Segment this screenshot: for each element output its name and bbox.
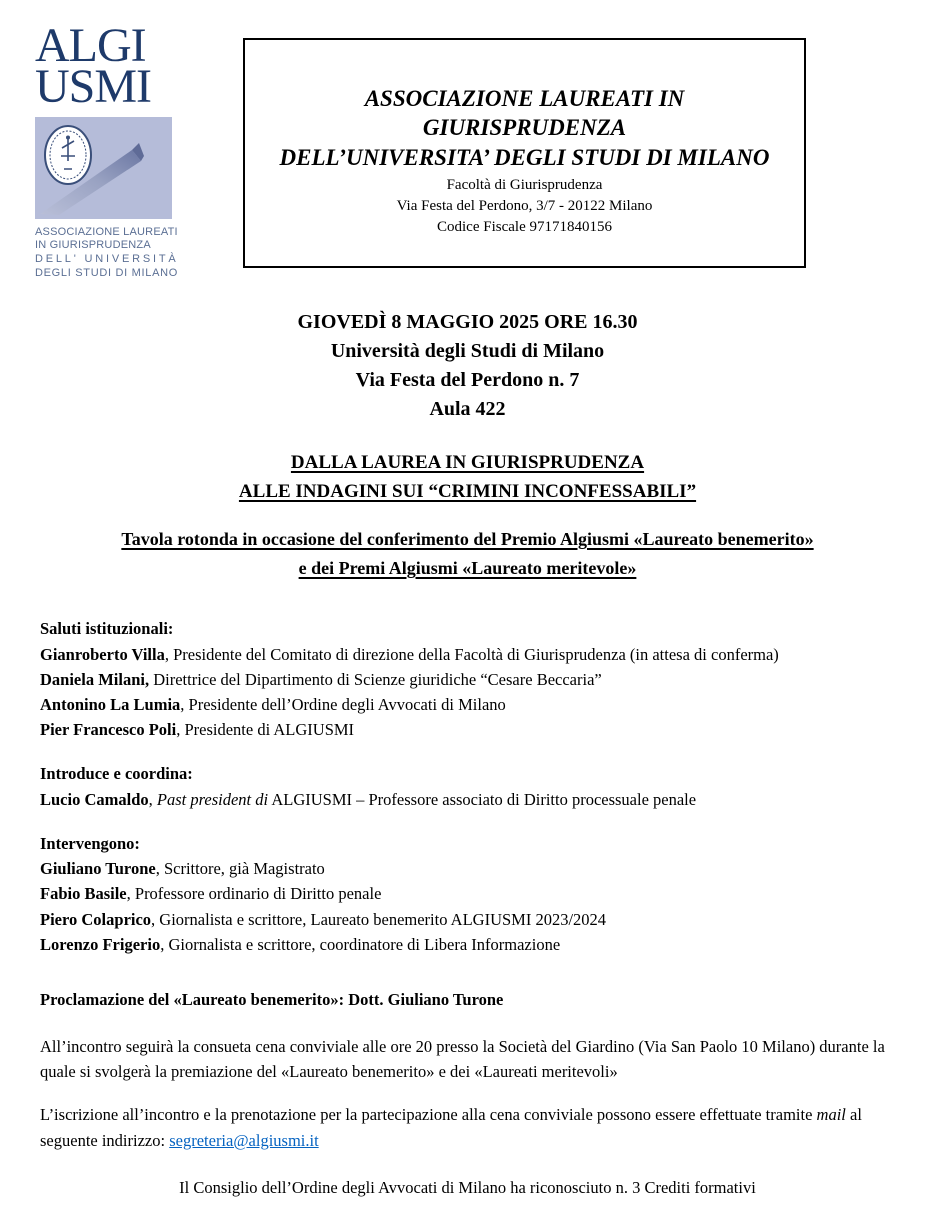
document-body xyxy=(40,270,895,1198)
speaker-name: Daniela Milani, xyxy=(40,669,150,689)
algiusmi-logo xyxy=(35,19,179,281)
registration-paragraph xyxy=(40,1102,895,1153)
section-saluti xyxy=(40,616,895,742)
event-title-line: ALLE INDAGINI SUI “CRIMINI INCONFESSABILI” xyxy=(238,480,697,502)
fiscal-code-line: Codice Fiscale 97171840156 xyxy=(437,218,612,235)
logo-wordmark-line1: ALGI xyxy=(35,19,146,72)
address-line: Via Festa del Perdono, 3/7 - 20122 Milano xyxy=(396,198,653,214)
event-subtitle-line: Tavola rotonda in occasione del conferimento del Premio Algiusmi «Laureato benemerito» xyxy=(121,529,814,549)
speaker-role: , Presidente del Comitato di direzione della Facoltà di Giurisprudenza (in attesa di conferma) xyxy=(164,644,779,664)
university-seal-icon xyxy=(45,126,91,184)
saluti-heading: Saluti istituzionali: xyxy=(40,619,174,639)
event-location-line: Via Festa del Perdono n. 7 xyxy=(355,369,580,391)
speaker-role: , Professore ordinario di Diritto penale xyxy=(126,884,382,904)
introduce-heading: Introduce e coordina: xyxy=(40,764,193,784)
speaker-line xyxy=(40,932,895,957)
speaker-name: Pier Francesco Poli xyxy=(40,720,177,740)
proclamazione-line: Proclamazione del «Laureato benemerito»: Dott. Giuliano Turone xyxy=(40,990,504,1010)
section-introduce xyxy=(40,761,895,811)
speaker-name: Gianroberto Villa xyxy=(40,644,165,664)
association-title xyxy=(245,84,804,172)
credits-line: Il Consiglio dell’Ordine degli Avvocati di Milano ha riconosciuto n. 3 Crediti formativi xyxy=(179,1178,756,1198)
association-title-line: ASSOCIAZIONE LAUREATI IN xyxy=(364,86,685,111)
event-location-line: Università degli Studi di Milano xyxy=(330,340,605,362)
logo-wordmark-line2: USMI xyxy=(35,59,152,113)
speaker-role: , Scrittore, già Magistrato xyxy=(155,859,325,879)
event-subtitle-line: e dei Premi Algiusmi «Laureato meritevole» xyxy=(298,558,637,579)
event-room-line: Aula 422 xyxy=(429,398,506,420)
association-details xyxy=(245,175,804,237)
logo-caption-line: DEGLI STUDI DI MILANO xyxy=(35,266,179,279)
event-datetime: GIOVEDÌ 8 MAGGIO 2025 ORE 16.30 xyxy=(297,311,638,333)
speaker-name: Piero Colaprico xyxy=(40,909,152,929)
moderator-role: ALGIUSMI – Professore associato di Diritto processuale penale xyxy=(268,789,697,809)
email-link[interactable]: segreteria@algiusmi.it xyxy=(169,1130,319,1150)
registration-text: L’iscrizione all’incontro e la prenotazione per la partecipazione alla cena conviviale possono essere effettuate tramite xyxy=(40,1105,817,1124)
speaker-name: Giuliano Turone xyxy=(40,859,156,879)
moderator-sep: , xyxy=(148,789,157,809)
event-title xyxy=(40,449,895,506)
speaker-line xyxy=(40,907,895,932)
dinner-paragraph: All’incontro seguirà la consueta cena conviviale alle ore 20 presso la Società del Giardino (Via San Paolo 10 Milano) durante la quale si svolgerà la premiazione del «Laureato benemerito» e dei «Laureati meritevoli» xyxy=(40,1036,885,1082)
event-datetime-location xyxy=(40,308,895,424)
speaker-line xyxy=(40,856,895,881)
speaker-role: , Giornalista e scrittore, coordinatore di Libera Informazione xyxy=(160,934,561,954)
registration-mail-word: mail xyxy=(816,1105,846,1124)
logo-emblem xyxy=(35,117,172,219)
speaker-name: Antonino La Lumia xyxy=(40,695,181,715)
moderator-name: Lucio Camaldo xyxy=(40,789,149,809)
speaker-line xyxy=(40,881,895,906)
speaker-name: Fabio Basile xyxy=(40,884,127,904)
speaker-line xyxy=(40,667,895,692)
speaker-line xyxy=(40,642,895,667)
moderator-line xyxy=(40,787,895,812)
speaker-role: , Giornalista e scrittore, Laureato benemerito ALGIUSMI 2023/2024 xyxy=(151,909,607,929)
logo-caption-line: ASSOCIAZIONE LAUREATI xyxy=(35,225,178,238)
speaker-line xyxy=(40,717,895,742)
logo-caption-line: DELL' UNIVERSITÀ xyxy=(35,253,179,266)
intervengono-heading: Intervengono: xyxy=(40,833,140,853)
logo-caption-line: IN GIURISPRUDENZA xyxy=(35,239,151,252)
moderator-italic-role: Past president di xyxy=(156,789,269,809)
speaker-role: , Presidente di ALGIUSMI xyxy=(176,720,355,740)
letterhead-box xyxy=(243,38,806,268)
registration-text: al seguente indirizzo: xyxy=(40,1105,862,1150)
logo-emblem-graphic xyxy=(35,117,172,219)
logo-wordmark xyxy=(35,19,177,113)
faculty-line: Facoltà di Giurisprudenza xyxy=(446,177,603,194)
association-title-line: GIURISPRUDENZA xyxy=(422,115,627,141)
association-title-line: DELL’UNIVERSITA’ DEGLI STUDI DI MILANO xyxy=(279,144,770,170)
speaker-role: , Presidente dell’Ordine degli Avvocati di Milano xyxy=(180,695,506,715)
speaker-name: Lorenzo Frigerio xyxy=(40,934,161,954)
speaker-role: Direttrice del Dipartimento di Scienze giuridiche “Cesare Beccaria” xyxy=(149,669,602,689)
event-subtitle xyxy=(40,525,895,583)
section-intervengono xyxy=(40,831,895,957)
speaker-line xyxy=(40,692,895,717)
event-title-line: DALLA LAUREA IN GIURISPRUDENZA xyxy=(290,452,645,473)
